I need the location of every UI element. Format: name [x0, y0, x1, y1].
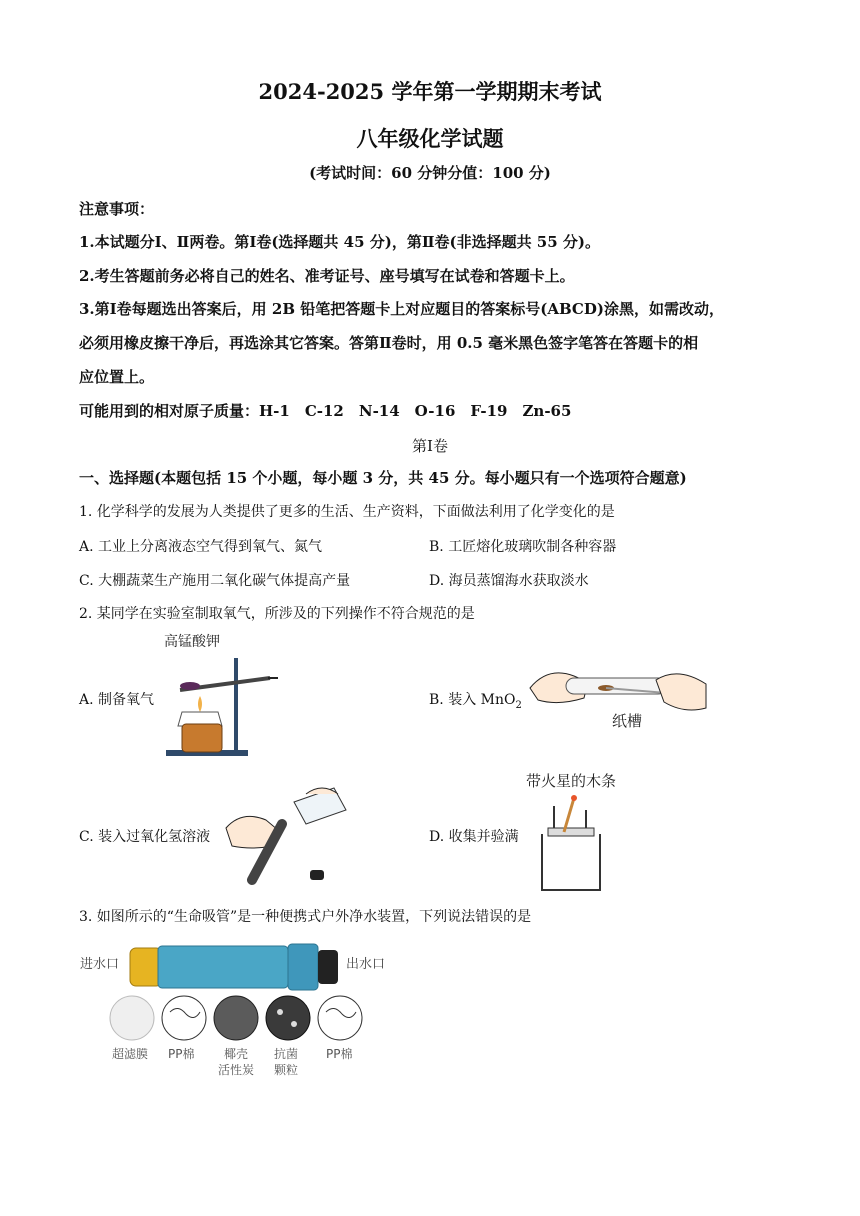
label-coconut: 椰壳 — [224, 1047, 249, 1061]
q2-stem: 2. 某同学在实验室制取氧气，所涉及的下列操作不符合规范的是 — [79, 606, 475, 622]
label-antibacterial: 抗菌 — [274, 1047, 299, 1061]
bottle-stopper — [310, 870, 324, 880]
layer-pp-cotton-2 — [318, 996, 362, 1040]
label-kmno4: 高锰酸钾 — [164, 634, 220, 650]
layer-membrane — [110, 996, 154, 1040]
straw-body — [158, 946, 288, 988]
figure-heating-apparatus — [160, 628, 290, 760]
label-glowing-splint: 带火星的木条 — [526, 772, 617, 790]
glow-tip — [571, 795, 577, 801]
exam-subtitle: 八年级化学试题 — [356, 126, 504, 151]
straw-cap-left — [130, 948, 162, 986]
label-inlet: 进水口 — [80, 957, 120, 972]
label-pp-1: PP棉 — [168, 1047, 195, 1061]
q2-option-b-subscript: 2 — [515, 699, 522, 711]
right-hand — [656, 674, 706, 710]
label-activated-carbon: 活性炭 — [218, 1063, 255, 1077]
q1-stem: 1. 化学科学的发展为人类提供了更多的生活、生产资料，下面做法利用了化学变化的是 — [79, 504, 615, 520]
layer-coconut-carbon — [214, 996, 258, 1040]
layer-pp-cotton-1 — [162, 996, 206, 1040]
wooden-splint — [564, 798, 574, 832]
note-3-line2: 必须用橡皮擦干净后，再选涂其它答案。答第Ⅱ卷时，用 0.5 毫米黑色签字笔答在答题卡的相 — [79, 334, 699, 352]
q2-option-b-text: B. 装入 MnO — [429, 692, 516, 708]
label-membrane: 超滤膜 — [112, 1047, 149, 1061]
label-outlet: 出水口 — [346, 957, 386, 972]
notes-heading: 注意事项： — [79, 200, 155, 218]
exam-info: (考试时间：60 分钟分值：100 分) — [309, 164, 551, 182]
note-2: 2.考生答题前务必将自己的姓名、准考证号、座号填写在试卷和答题卡上。 — [79, 267, 575, 285]
q1-option-b: B. 工匠熔化玻璃吹制各种容器 — [429, 539, 617, 555]
label-pp-2: PP棉 — [326, 1047, 353, 1061]
q3-stem: 3. 如图所示的“生命吸管”是一种便携式户外净水装置，下列说法错误的是 — [79, 909, 532, 925]
label-trough: 纸槽 — [612, 712, 643, 730]
atomic-mass: 可能用到的相对原子质量：H-1 C-12 N-14 O-16 F-19 Zn-65 — [79, 402, 572, 420]
q2-option-c: C. 装入过氧化氢溶液 — [79, 829, 211, 845]
q1-option-c: C. 大棚蔬菜生产施用二氧化碳气体提高产量 — [79, 573, 351, 589]
label-granules: 颗粒 — [274, 1063, 299, 1077]
figure-pouring-liquid — [222, 780, 354, 888]
figure-gas-collection — [524, 768, 644, 894]
granule-dot — [277, 1009, 283, 1015]
layer-antibacterial — [266, 996, 310, 1040]
q2-option-d: D. 收集并验满 — [429, 829, 519, 845]
gas-bottle — [542, 834, 600, 890]
q1-option-a: A. 工业上分离液态空气得到氧气、氮气 — [79, 539, 323, 555]
straw-mouthpiece — [318, 950, 338, 984]
straw-collar — [288, 944, 318, 990]
stand-rod — [234, 658, 238, 752]
section-heading: 一、选择题(本题包括 15 个小题，每小题 3 分，共 45 分。每小题只有一个选项符合题意) — [79, 469, 687, 487]
exam-title: 2024-2025 学年第一学期期末考试 — [258, 79, 602, 104]
volume-heading: 第Ⅰ卷 — [412, 437, 448, 455]
figure-life-straw — [78, 940, 394, 1082]
alcohol-lamp — [182, 724, 222, 752]
q2-option-b — [429, 689, 522, 711]
flame — [198, 696, 202, 712]
note-3-line1: 3.第Ⅰ卷每题选出答案后，用 2B 铅笔把答题卡上对应题目的答案标号(ABCD)涂黑，如需改动， — [79, 300, 724, 318]
q1-option-d: D. 海员蒸馏海水获取淡水 — [429, 573, 589, 589]
figure-paper-trough — [528, 658, 710, 738]
kmno4-powder — [180, 682, 200, 690]
granule-dot — [291, 1021, 297, 1027]
q2-option-a: A. 制备氧气 — [79, 692, 155, 708]
bottle-stopper-d — [548, 828, 594, 836]
note-1: 1.本试题分Ⅰ、Ⅱ两卷。第Ⅰ卷(选择题共 45 分)，第Ⅱ卷(非选择题共 55 分)。 — [79, 233, 601, 251]
note-3-line3: 应位置上。 — [79, 368, 155, 386]
